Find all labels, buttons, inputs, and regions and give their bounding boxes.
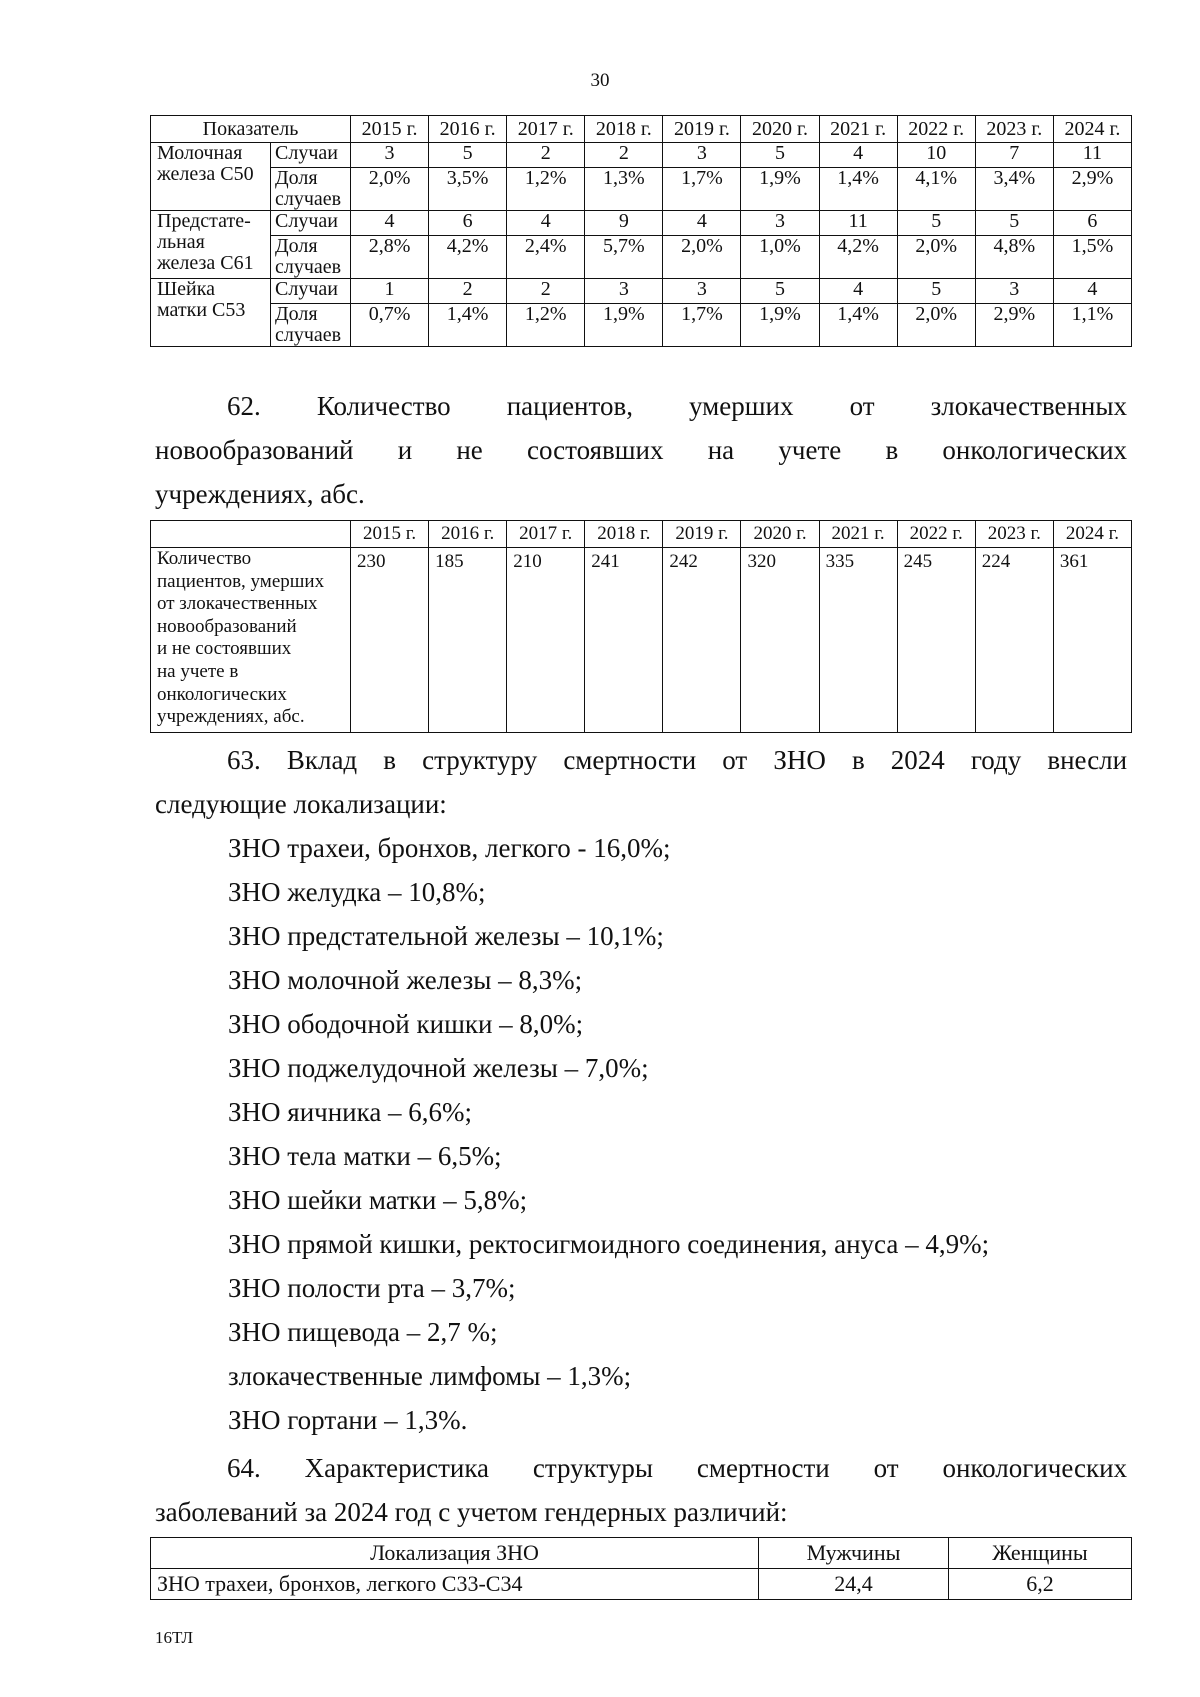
table-cell: 185 [429,548,507,733]
table-cell: 1,4% [429,304,507,347]
word: Количество [316,391,451,421]
list-item: ЗНО ободочной кишки – 8,0%; [228,1009,584,1039]
column-header: 2016 г. [429,116,507,143]
table-cell: 1,0% [741,236,819,279]
word: в [885,435,899,465]
table-cell: 10 [897,143,975,168]
word: в [383,745,397,775]
table-cell: 1,4% [819,304,897,347]
word: учете [778,435,842,465]
word: и [397,435,413,465]
gender-mortality-table [150,1537,1132,1600]
organ-label: Шейка матки С53 [151,279,271,347]
table-row [151,236,1132,279]
table-cell: 2 [507,143,585,168]
list-item: злокачественные лимфомы – 1,3%; [228,1361,632,1391]
row-label: Доля случаев [271,236,351,279]
list-item: ЗНО прямой кишки, ректосигмоидного соединения, ануса – 4,9%; [228,1229,990,1259]
row-label: Случаи [271,143,351,168]
paragraph-63 [155,738,1127,826]
list-item: ЗНО пищевода – 2,7 %; [228,1317,498,1347]
table-cell: 2,8% [351,236,429,279]
table-cell: 1,4% [819,168,897,211]
paragraph-line [155,384,1127,428]
table-cell: 5 [429,143,507,168]
table-row [151,168,1132,211]
word: пациентов, [506,391,633,421]
table-cell: 245 [897,548,975,733]
table-cell: 4 [1053,279,1131,304]
word: смертности [696,1453,830,1483]
table-cell: 320 [741,548,819,733]
column-header: Мужчины [759,1538,949,1569]
table-cell: 5 [741,279,819,304]
column-header: Показатель [151,116,351,143]
table-cell: 4,8% [975,236,1053,279]
column-header: 2019 г. [663,116,741,143]
word: смертности [563,745,697,775]
column-header: 2015 г. [351,521,429,548]
table-cell: 4 [507,211,585,236]
table-header-row [151,1538,1132,1569]
word: внесли [1047,745,1128,775]
word: 2024 [890,745,945,775]
word: онкологических [942,1453,1128,1483]
table-row [151,143,1132,168]
column-header: 2018 г. [585,116,663,143]
table-cell: 5 [975,211,1053,236]
row-label: Случаи [271,211,351,236]
table-cell: 4 [819,143,897,168]
table-cell: 2,0% [663,236,741,279]
table-cell: 2 [507,279,585,304]
list-item: ЗНО яичника – 6,6%; [228,1097,473,1127]
row-label-line: Количество [157,548,252,569]
paragraph-line [155,1446,1127,1490]
paragraph-line: учреждениях, абс. [155,479,365,509]
paragraph-line: заболеваний за 2024 год с учетом гендерных различий: [155,1497,788,1527]
table-cell: 1,3% [585,168,663,211]
table-cell: 3,5% [429,168,507,211]
word: ЗНО [773,745,826,775]
table-cell: 5,7% [585,236,663,279]
table-cell: 1,2% [507,304,585,347]
table-cell: 11 [1053,143,1131,168]
table-row [151,211,1132,236]
list-item: ЗНО поджелудочной железы – 7,0%; [228,1053,649,1083]
column-header [151,521,351,548]
column-header: 2018 г. [585,521,663,548]
table-cell: 4 [351,211,429,236]
table-cell: 3 [975,279,1053,304]
table-cell: 3 [663,279,741,304]
table-cell: 241 [585,548,663,733]
table-cell: 6 [1053,211,1131,236]
paragraph-line [155,428,1127,472]
list-item: ЗНО полости рта – 3,7%; [228,1273,516,1303]
table-cell: 4 [819,279,897,304]
document-code: 16ТЛ [155,1628,194,1647]
row-label-line: учреждениях, абс. [157,706,305,728]
table-cell: 2,0% [351,168,429,211]
table-cell: 1,1% [1053,304,1131,347]
table-cell: 3 [351,143,429,168]
word: 64. [227,1453,261,1483]
table-cell: 3,4% [975,168,1053,211]
column-header: 2017 г. [507,521,585,548]
table-cell: 2 [585,143,663,168]
table-cell: 224 [975,548,1053,733]
word: 63. [227,745,261,775]
word: состоявших [527,435,664,465]
row-label: Доля случаев [271,304,351,347]
paragraph-line: следующие локализации: [155,789,447,819]
column-header: 2023 г. [975,521,1053,548]
word: в [851,745,865,775]
table-cell: 335 [819,548,897,733]
list-item: ЗНО предстательной железы – 10,1%; [228,921,664,951]
row-label-line: от злокачественных [157,593,318,615]
paragraph-62 [155,384,1127,516]
list-item: ЗНО тела матки – 6,5%; [228,1141,502,1171]
table-cell: 1 [351,279,429,304]
column-header: 2024 г. [1053,521,1131,548]
word: 62. [227,391,261,421]
table-cell: 1,9% [585,304,663,347]
table-cell: 4,1% [897,168,975,211]
column-header: 2022 г. [897,116,975,143]
column-header: Локализация ЗНО [151,1538,759,1569]
table-cell: 1,9% [741,304,819,347]
list-item: ЗНО желудка – 10,8%; [228,877,486,907]
row-label-line: пациентов, умерших [157,570,325,592]
list-item: ЗНО гортани – 1,3%. [228,1405,468,1435]
row-label-line: и не состоявших [157,638,292,660]
table-cell: 4 [663,211,741,236]
table-cell: 2,4% [507,236,585,279]
table-cell: 1,5% [1053,236,1131,279]
word: умерших [689,391,794,421]
column-header: 2019 г. [663,521,741,548]
word: году [970,745,1022,775]
organ-label: Молочная железа С50 [151,143,271,211]
word: злокачественных [930,391,1127,421]
table-cell: 7 [975,143,1053,168]
organ-label: Предстате-льная железа С61 [151,211,271,279]
table-cell: 9 [585,211,663,236]
row-label: Случаи [271,279,351,304]
table-cell: 2,9% [1053,168,1131,211]
table-cell: 230 [351,548,429,733]
table-header-row [151,521,1132,548]
cancer-cases-table [150,115,1132,347]
table-cell: 361 [1053,548,1131,733]
table-cell: 5 [897,211,975,236]
table-cell: 5 [897,279,975,304]
table-cell: 3 [663,143,741,168]
word: новообразований [155,435,354,465]
word: на [707,435,735,465]
table-header-row [151,116,1132,143]
table-cell: 1,2% [507,168,585,211]
table-cell: 210 [507,548,585,733]
table-cell: 2,0% [897,236,975,279]
word: структуры [532,1453,653,1483]
word: онкологических [942,435,1128,465]
table-cell: 3 [585,279,663,304]
word: не [456,435,483,465]
column-header: 2022 г. [897,521,975,548]
word: от [873,1453,899,1483]
word: Вклад [286,745,358,775]
word: от [849,391,875,421]
table-cell: 4,2% [819,236,897,279]
list-item: ЗНО трахеи, бронхов, легкого - 16,0%; [228,833,671,863]
column-header: 2021 г. [819,521,897,548]
column-header: 2024 г. [1053,116,1131,143]
column-header: Женщины [949,1538,1132,1569]
row-label-line: новообразований [157,615,297,637]
table-cell: 6,2 [949,1569,1132,1600]
word: структуру [422,745,538,775]
table-cell: 3 [741,211,819,236]
row-label-line: на учете в [157,660,239,682]
table-cell: 2,0% [897,304,975,347]
table-cell: 1,7% [663,168,741,211]
column-header: 2021 г. [819,116,897,143]
column-header: 2016 г. [429,521,507,548]
word: от [722,745,748,775]
table-cell: 4,2% [429,236,507,279]
paragraph-line [155,738,1127,782]
table-cell: 1,7% [663,304,741,347]
table-row [151,279,1132,304]
column-header: 2017 г. [507,116,585,143]
table-row [151,304,1132,347]
table-cell: 5 [741,143,819,168]
table-row [151,548,1132,733]
table-cell: 1,9% [741,168,819,211]
column-header: 2020 г. [741,521,819,548]
column-header: 2015 г. [351,116,429,143]
word: Характеристика [304,1453,490,1483]
deceased-patients-table [150,520,1132,733]
list-item: ЗНО шейки матки – 5,8%; [228,1185,528,1215]
page-number: 30 [590,70,610,91]
row-label: Доля случаев [271,168,351,211]
table-cell: 6 [429,211,507,236]
table-row [151,1569,1132,1600]
list-item: ЗНО молочной железы – 8,3%; [228,965,583,995]
row-label [151,548,351,733]
column-header: 2020 г. [741,116,819,143]
table-cell: ЗНО трахеи, бронхов, легкого С33-С34 [151,1569,759,1600]
table-cell: 2 [429,279,507,304]
mortality-localization-list [228,826,989,1442]
row-label-line: онкологических [157,683,287,705]
paragraph-64 [155,1446,1127,1534]
table-cell: 24,4 [759,1569,949,1600]
table-cell: 11 [819,211,897,236]
column-header: 2023 г. [975,116,1053,143]
table-cell: 242 [663,548,741,733]
table-cell: 2,9% [975,304,1053,347]
table-cell: 0,7% [351,304,429,347]
